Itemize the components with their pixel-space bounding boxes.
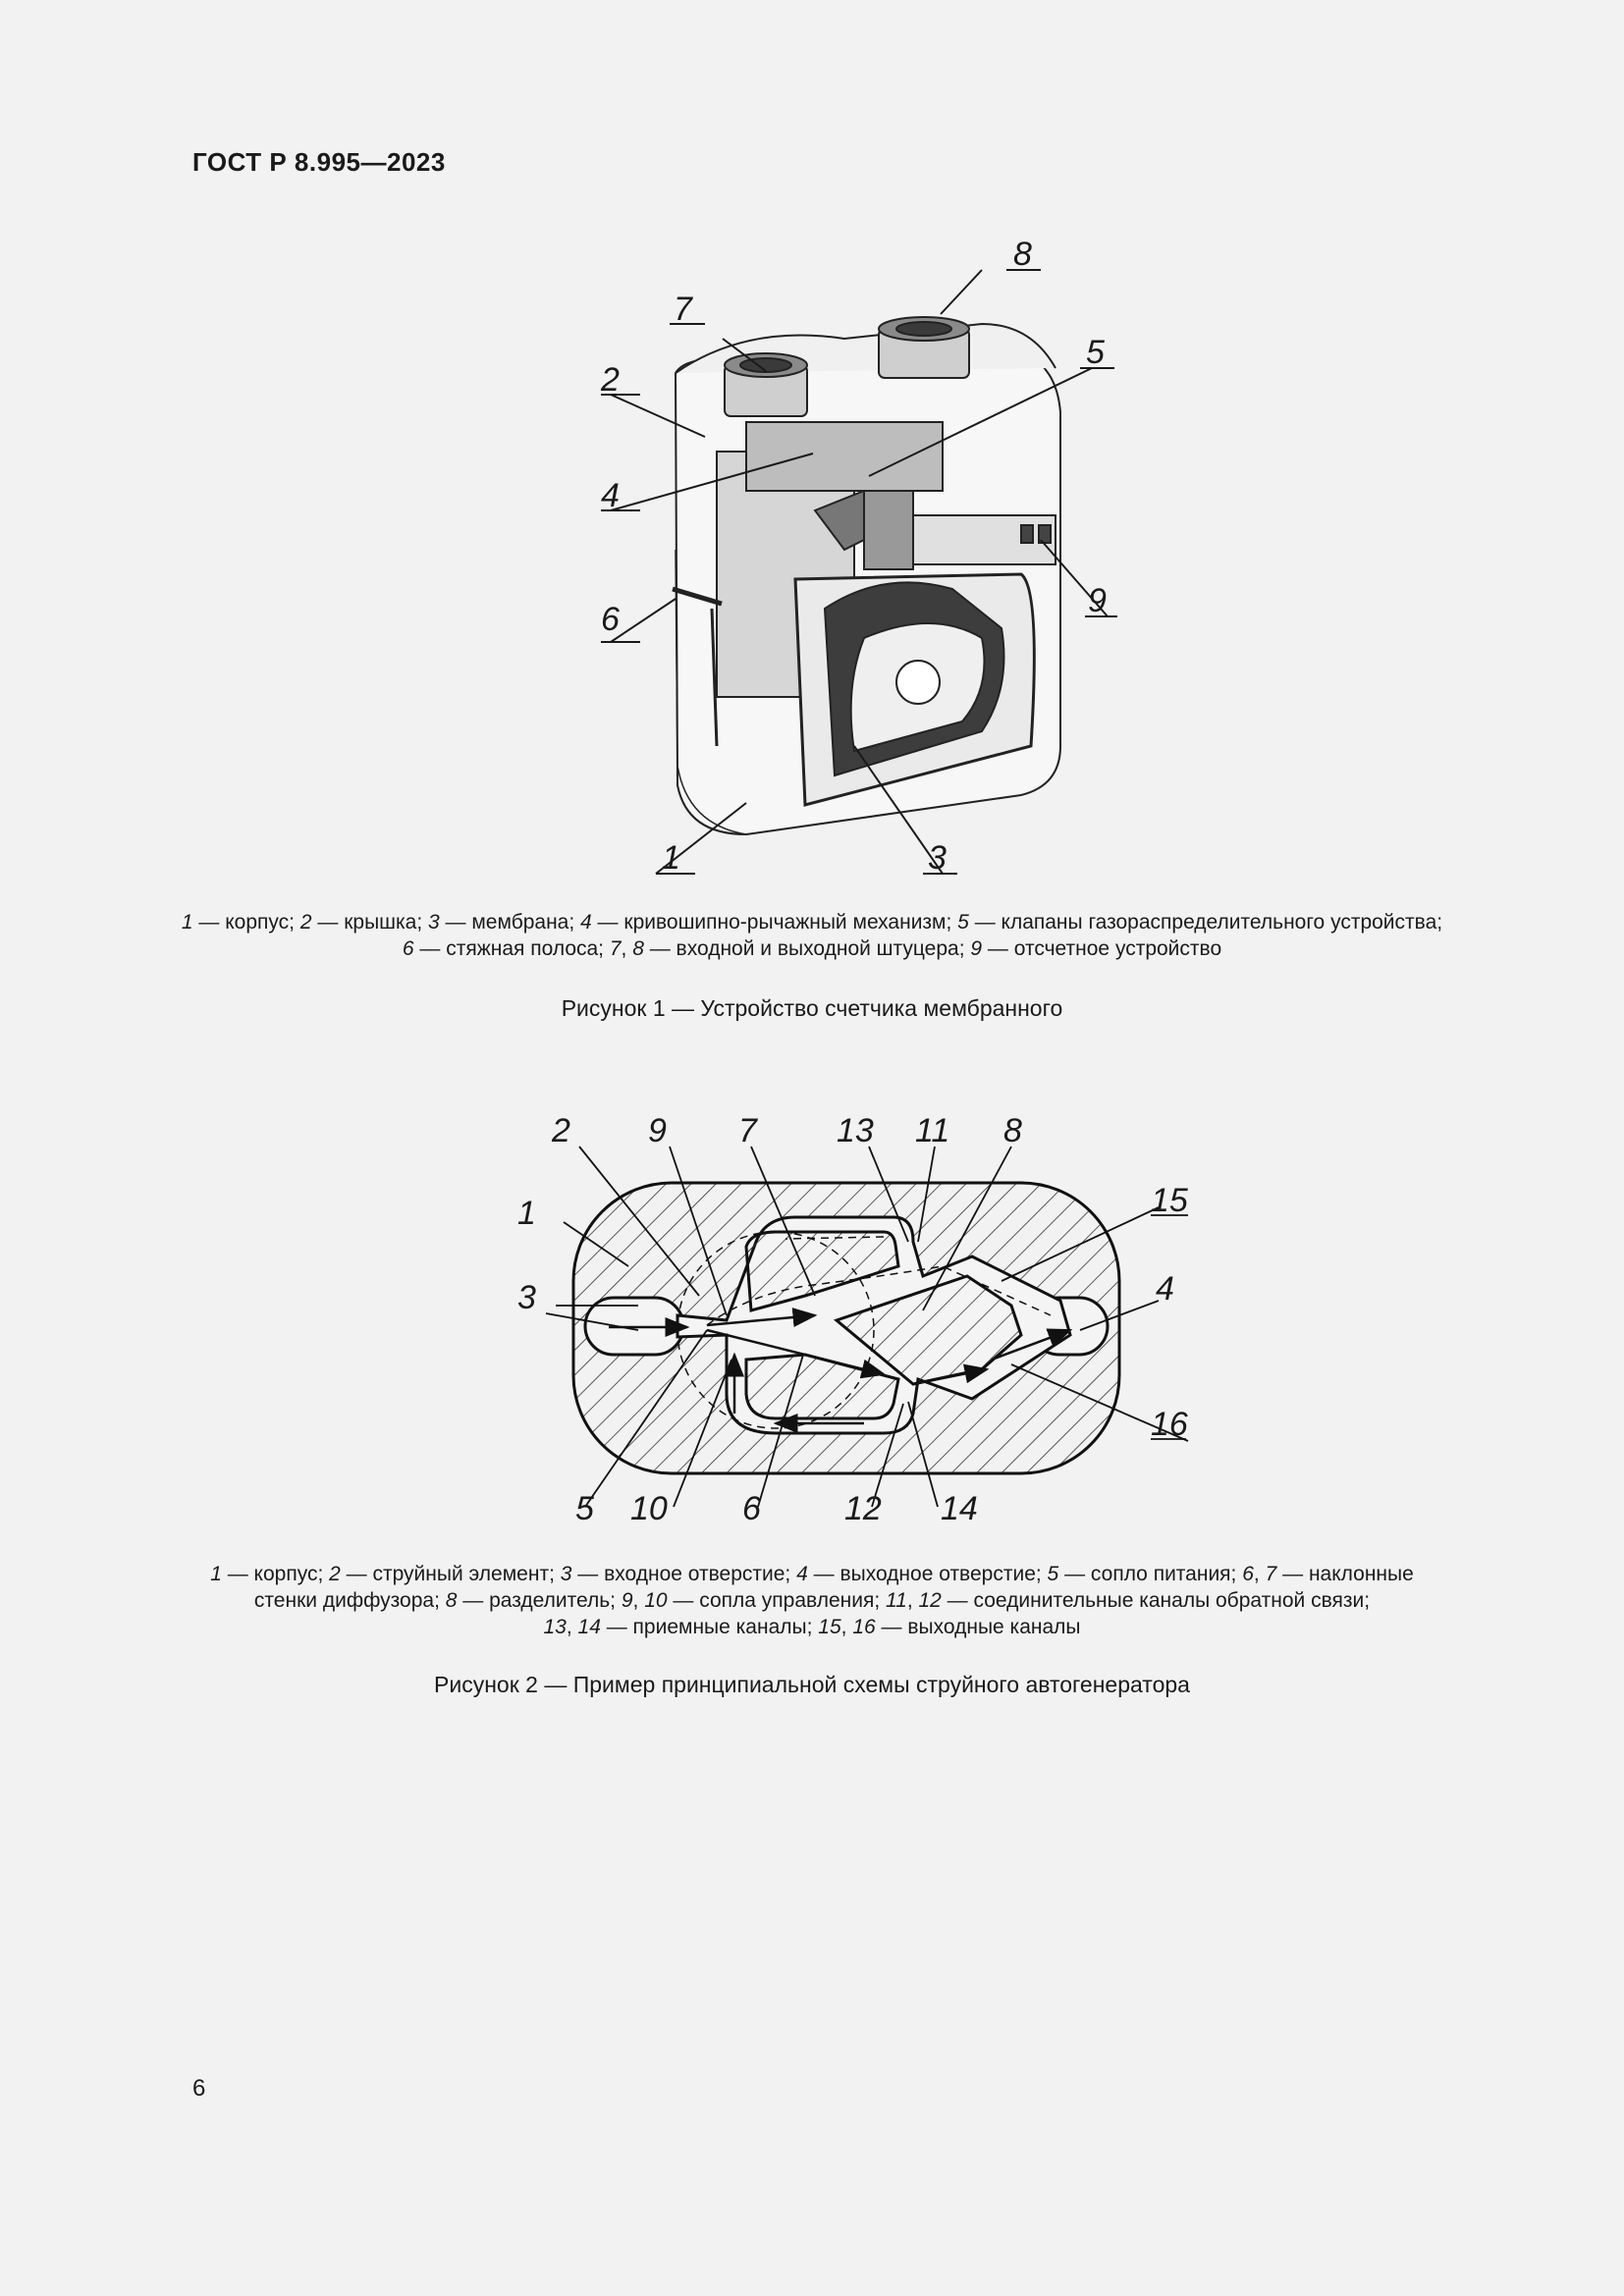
figure1-caption: Рисунок 1 — Устройство счетчика мембранного — [561, 995, 1063, 1021]
fig2-label-11: 11 — [915, 1112, 950, 1149]
fig2-label-8: 8 — [1003, 1112, 1022, 1149]
fig2-label-7: 7 — [738, 1112, 757, 1149]
figure2-legend-line2 — [147, 1587, 1477, 1614]
fig2-label-3: 3 — [517, 1279, 536, 1316]
figure2-caption: Рисунок 2 — Пример принципиальной схемы струйного автогенератора — [434, 1672, 1190, 1697]
figure2-legend — [147, 1561, 1477, 1640]
fig2-legend-text: — сопла управления; — [667, 1589, 886, 1612]
fig2-legend-number: 6 — [1242, 1563, 1254, 1585]
fig2-legend-text: — разделитель; — [457, 1589, 622, 1612]
fig2-label-9: 9 — [648, 1112, 667, 1149]
fig2-legend-number: 9 — [621, 1589, 633, 1612]
fig1-label-7: 7 — [674, 291, 692, 328]
fig2-label-2: 2 — [552, 1112, 570, 1149]
fig2-label-4: 4 — [1156, 1270, 1174, 1308]
figure1-meter-drawing — [579, 231, 1129, 888]
fig2-legend-text: — входное отверстие; — [571, 1563, 797, 1585]
figure2-legend-line1 — [147, 1561, 1477, 1587]
fig2-legend-number: 10 — [644, 1589, 668, 1612]
fig1-legend-text: — стяжная полоса; — [413, 937, 610, 960]
fig1-legend-number: 2 — [299, 911, 312, 934]
fig1-legend-text: , — [621, 937, 633, 960]
fig2-legend-number: 4 — [796, 1563, 808, 1585]
fig2-legend-number: 2 — [329, 1563, 341, 1585]
fig1-label-5: 5 — [1086, 334, 1105, 371]
fig1-legend-number: 6 — [402, 937, 414, 960]
fig2-legend-number: 11 — [886, 1589, 907, 1612]
fig2-label-16: 16 — [1151, 1406, 1188, 1443]
fig2-legend-number: 16 — [852, 1616, 876, 1638]
figure2-jet-scheme — [491, 1099, 1218, 1531]
fig1-label-3: 3 — [928, 839, 947, 877]
fig2-legend-text: , — [566, 1616, 578, 1638]
fig2-label-10: 10 — [630, 1490, 668, 1527]
fig2-legend-number: 12 — [918, 1589, 942, 1612]
fig2-legend-text: стенки диффузора; — [253, 1589, 446, 1612]
page-number: 6 — [192, 2075, 206, 2102]
fig2-legend-number: 3 — [560, 1563, 572, 1585]
fig1-legend-text: — отсчетное устройство — [982, 937, 1222, 960]
fig2-legend-text: , — [632, 1589, 645, 1612]
fig2-legend-text: — выходные каналы — [875, 1616, 1081, 1638]
fig1-legend-number: 5 — [957, 911, 969, 934]
fig1-legend-text: — кривошипно-рычажный механизм; — [591, 911, 958, 934]
fig2-legend-number: 13 — [543, 1616, 567, 1638]
figure1-legend — [147, 909, 1477, 962]
fig2-legend-text: — корпус; — [221, 1563, 330, 1585]
figure1-legend-line2 — [147, 935, 1477, 962]
fig2-legend-text: — наклонные — [1276, 1563, 1414, 1585]
fig1-legend-text: — входной и выходной штуцера; — [643, 937, 971, 960]
fig2-label-5: 5 — [575, 1490, 594, 1527]
fig1-legend-number: 4 — [580, 911, 592, 934]
fig1-legend-number: 9 — [970, 937, 983, 960]
fig2-legend-number: 7 — [1265, 1563, 1277, 1585]
fig2-label-12: 12 — [844, 1490, 882, 1527]
fig2-legend-number: 15 — [818, 1616, 841, 1638]
fig2-legend-text: , — [840, 1616, 853, 1638]
fig2-legend-text: , — [906, 1589, 919, 1612]
fig2-label-6: 6 — [742, 1490, 761, 1527]
fig1-label-1: 1 — [662, 839, 680, 877]
fig2-label-14: 14 — [941, 1490, 978, 1527]
fig1-legend-text: — крышка; — [311, 911, 429, 934]
fig2-legend-text: , — [1253, 1563, 1266, 1585]
fig1-legend-number: 8 — [632, 937, 644, 960]
fig2-legend-text: — струйный элемент; — [340, 1563, 561, 1585]
fig1-label-4: 4 — [601, 477, 620, 514]
fig1-legend-text: — мембрана; — [439, 911, 581, 934]
fig2-legend-number: 14 — [577, 1616, 601, 1638]
fig2-legend-text: — выходное отверстие; — [807, 1563, 1048, 1585]
fig1-legend-number: 7 — [609, 937, 622, 960]
figure2-legend-line3 — [147, 1614, 1477, 1640]
fig2-legend-text: — соединительные каналы обратной связи; — [941, 1589, 1371, 1612]
fig2-legend-number: 1 — [210, 1563, 222, 1585]
meter-illustration — [673, 317, 1060, 834]
fig1-legend-number: 3 — [428, 911, 440, 934]
fig2-legend-number: 5 — [1047, 1563, 1059, 1585]
fig1-label-6: 6 — [601, 601, 620, 638]
fig1-label-8: 8 — [1013, 236, 1032, 273]
fig1-label-9: 9 — [1088, 582, 1107, 619]
fig1-legend-number: 1 — [181, 911, 193, 934]
figure1-legend-line1 — [147, 909, 1477, 935]
fig2-label-13: 13 — [837, 1112, 874, 1149]
fig1-legend-text: — клапаны газораспределительного устройства; — [968, 911, 1443, 934]
fig2-label-15: 15 — [1151, 1182, 1188, 1219]
fig2-legend-text: — сопло питания; — [1058, 1563, 1243, 1585]
fig2-legend-text: — приемные каналы; — [600, 1616, 819, 1638]
fig2-label-1: 1 — [517, 1195, 536, 1232]
document-header: ГОСТ Р 8.995—2023 — [192, 147, 446, 177]
fig1-legend-text: — корпус; — [192, 911, 300, 934]
fig1-label-2: 2 — [601, 361, 620, 399]
fig2-legend-number: 8 — [445, 1589, 458, 1612]
